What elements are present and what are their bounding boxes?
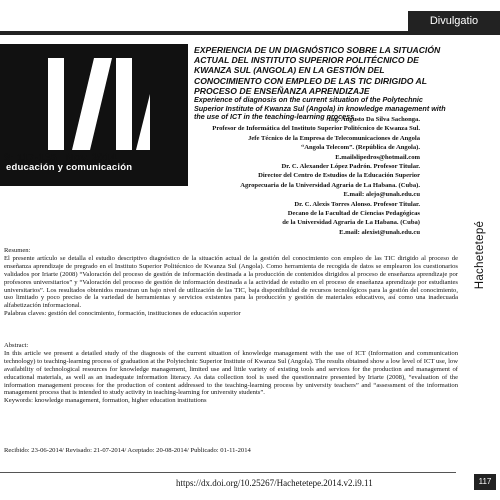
article-title-english: Experience of diagnosis on the current situation of the Polytechnic Superior Institute of Kwanza Sul (Angola) in knowledge management with the use of ICT in the teaching-learning process: [194, 95, 446, 122]
issue-date: Nov. 2014: [65, 152, 117, 164]
author-line: “Angola Telecom”. (República de Angola).: [300, 144, 420, 152]
page-number: 117: [474, 474, 496, 490]
header-rule: [0, 31, 500, 35]
publication-dates: Recibido: 23-06-2014/ Revisado: 21-07-2014/ Aceptado: 20-08-2014/ Publicado: 01-11-2014: [4, 447, 251, 454]
author-line: Director del Centro de Estudios de la Educación Superior: [258, 172, 420, 180]
abstract-heading: Abstract:: [4, 342, 29, 349]
section-header: [0, 0, 500, 38]
volume-issue: [4, 152, 116, 164]
side-brand: [464, 200, 496, 310]
author-line: Decano de la Facultad de Ciencias Pedagógicas: [287, 210, 420, 218]
author-email: E.mailslipedros@hotmail.com: [335, 153, 420, 161]
doi-link[interactable]: https://dx.doi.org/10.25267/Hachetetepe.2014.v2.i9.11: [176, 478, 373, 488]
author-line: de la Universidad Agraria de La Habana. (Cuba): [282, 219, 420, 227]
resumen-heading: Resumen:: [4, 247, 31, 254]
article-title-block: [194, 45, 454, 122]
author-line: Dr. C. Alexis Torres Alonso. Profesor Titular.: [294, 200, 420, 208]
author-line: Ing. Augusto Da Silva Sachonga.: [328, 116, 420, 123]
author-affiliations: [200, 116, 420, 238]
resumen-text: El presente artículo se detalla el estudio descriptivo diagnóstico de la situación actual de la gestión del conocimiento con empleo de las TIC dirigido al proceso de enseñanza aprendizaje de pregrado en el Instituto Superior Politécnico de Kwanza Sul (Angola). Como herramienta de recogida de datos se emplearon los cuestionarios validados por Iriarte (2008) “Valoración del proceso de gestión de información destinada a la producción de contenidos dirigidos al proceso de enseñanza aprendizaje por profesores universitarios” y “Valoración del proceso de gestión de información destinada a la actividad de estudio en el proceso de enseñanza aprendizaje por estudiantes universitarios”. Los resultados obtenidos muestran un bajo nivel de utilización de las TIC, baja disponibilidad de recursos tecnológicos para la gestión del conocimiento, uso limitado y poco preciso de la variedad de herramientas y servicios existentes para la producción y gestión de materiales educativos, así como una inadecuada alfabetización informacional.: [4, 254, 458, 310]
author-email: E.mail: alexist@unah.edu.cu: [339, 228, 420, 236]
resumen-keywords: Palabras claves: gestión del conocimiento, formación, instituciones de educación superior: [4, 310, 241, 318]
author-line: Profesor de Informática del Instituto Superior Politécnico de Kwanza Sul.: [212, 125, 420, 133]
author-email: E.mail: alejo@unah.edu.cu: [343, 191, 420, 199]
resumen-section: [4, 247, 458, 318]
side-brand-text: Hachetetepé: [474, 220, 486, 290]
abstract-keywords: Keywords: knowledge management, formation, higher education institutions: [4, 397, 207, 405]
abstract-section: [4, 342, 458, 405]
author-line: Dr. C. Alexander López Padrón. Profesor Titular.: [281, 163, 420, 171]
author-line: Agropecuaria de la Universidad Agraria de La Habana. (Cuba).: [240, 181, 420, 189]
logo-subtitle: educación y comunicación: [6, 162, 133, 173]
article-title-spanish: EXPERIENCIA DE UN DIAGNÓSTICO SOBRE LA SITUACIÓN ACTUAL DEL INSTITUTO SUPERIOR POLITÉCNICO DE KWANZA SUL (ANGOLA) EN LA GESTIÓN DEL CONOCIMIENTO CON EMPLEO DE LAS TIC DIRIGIDO AL PROCESO DE ENSEÑANZA APRENDIZAJE: [194, 45, 441, 96]
volume-pages: 9: 117-135: [4, 152, 57, 164]
abstract-text: In this article we present a detailed study of the diagnosis of the current situation of knowledge management with the use of ICT (Information and communication technology) to teaching-learning process of graduation at the Polytechnic Superior Institute of Kwanza Sul (Angola). The results obtained show a low level of ICT use, low availability of technological resources for knowledge management, limited use and little variety of existing tools and services for the production and management of educational materials, as well as an inadequate information literacy. As data collection tool is used the questionnaire presented by Iriarte (2008), “evaluation of the information management process for the production of content addressed to the teaching-learning process by university teachers” and “assessment of the information management process that is intended to study activity in teaching-learning for university students”.: [4, 349, 458, 397]
author-line: Jefe Técnico de la Empresa de Telecomunicaciones de Angola: [248, 134, 420, 142]
journal-logo: [0, 44, 188, 186]
footer-rule: [0, 472, 456, 473]
section-tab: Divulgatio: [408, 11, 500, 31]
logo-mark-icon: [42, 54, 152, 154]
